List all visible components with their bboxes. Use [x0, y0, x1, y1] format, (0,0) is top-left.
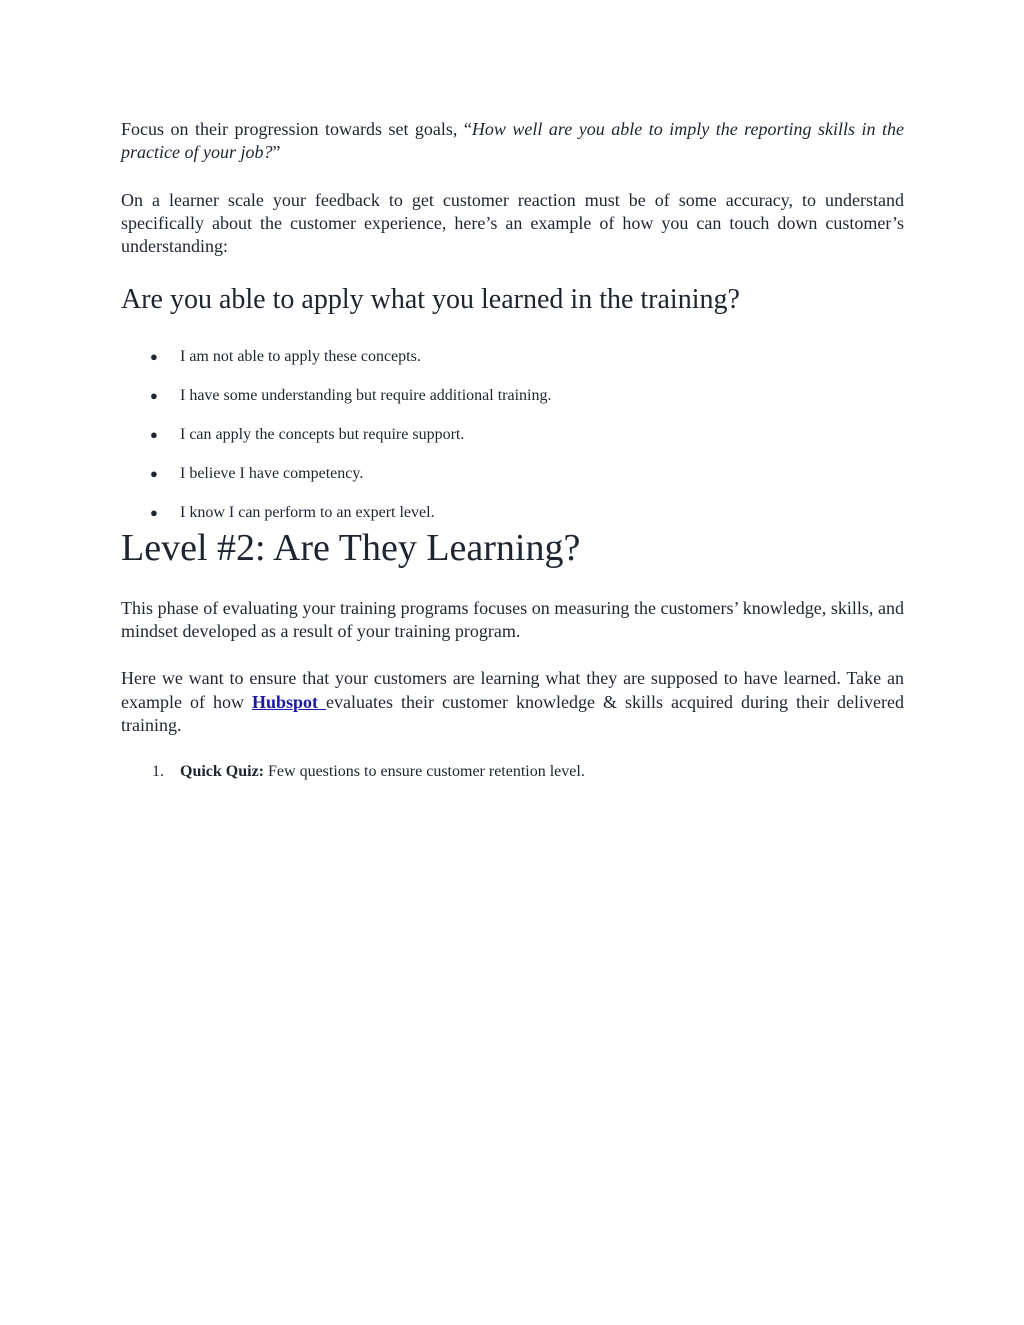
- intro-quote: How well are you able to imply the reporting skills in the practice of your job?: [121, 119, 904, 163]
- answer-option: [121, 503, 904, 523]
- answer-option-text: I can apply the concepts but require support.: [180, 426, 465, 444]
- question-heading: Are you able to apply what you learned in the training?: [121, 284, 740, 316]
- bullet-icon: ●: [150, 388, 158, 404]
- steps-list: [121, 762, 904, 782]
- hubspot-link[interactable]: Hubspot: [252, 691, 327, 712]
- feedback-paragraph: On a learner scale your feedback to get customer reaction must be of some accuracy, to understand specifically about the customer experience, here’s an example of how you can touch down customer’s understanding:: [121, 189, 904, 257]
- step-label: Quick Quiz:: [180, 763, 265, 781]
- answer-option: [121, 347, 904, 367]
- ensure-text-after: evaluates their customer knowledge & skills acquired during their delivered training.: [121, 691, 904, 735]
- document-page: [121, 118, 904, 782]
- answer-option-text: I have some understanding but require additional training.: [180, 387, 552, 405]
- step-number: 1.: [152, 763, 164, 781]
- answer-option: [121, 425, 904, 445]
- bullet-icon: ●: [150, 504, 158, 520]
- bullet-icon: ●: [150, 349, 158, 365]
- answer-option-text: I am not able to apply these concepts.: [180, 348, 421, 366]
- bullet-icon: ●: [150, 465, 158, 481]
- answer-option-text: I know I can perform to an expert level.: [180, 503, 435, 521]
- intro-prefix: Focus on their progression towards set goals, “: [121, 119, 472, 139]
- step-item: [121, 762, 904, 782]
- ensure-paragraph: [121, 667, 904, 737]
- level-heading: Level #2: Are They Learning?: [121, 526, 581, 569]
- intro-paragraph: [121, 118, 904, 165]
- answer-option: [121, 464, 904, 484]
- bullet-icon: ●: [150, 427, 158, 443]
- phase-paragraph: This phase of evaluating your training programs focuses on measuring the customers’ knowledge, skills, and mindset developed as a result of your training program.: [121, 597, 904, 641]
- ensure-text-before: Here we want to ensure that your customers are learning what they are supposed to have learned. Take an example of how: [121, 668, 904, 712]
- answer-option-text: I believe I have competency.: [180, 464, 364, 482]
- answer-options-list: [121, 347, 904, 522]
- answer-option: [121, 386, 904, 406]
- intro-suffix: ”: [272, 142, 281, 163]
- step-text: Few questions to ensure customer retention level.: [264, 763, 585, 781]
